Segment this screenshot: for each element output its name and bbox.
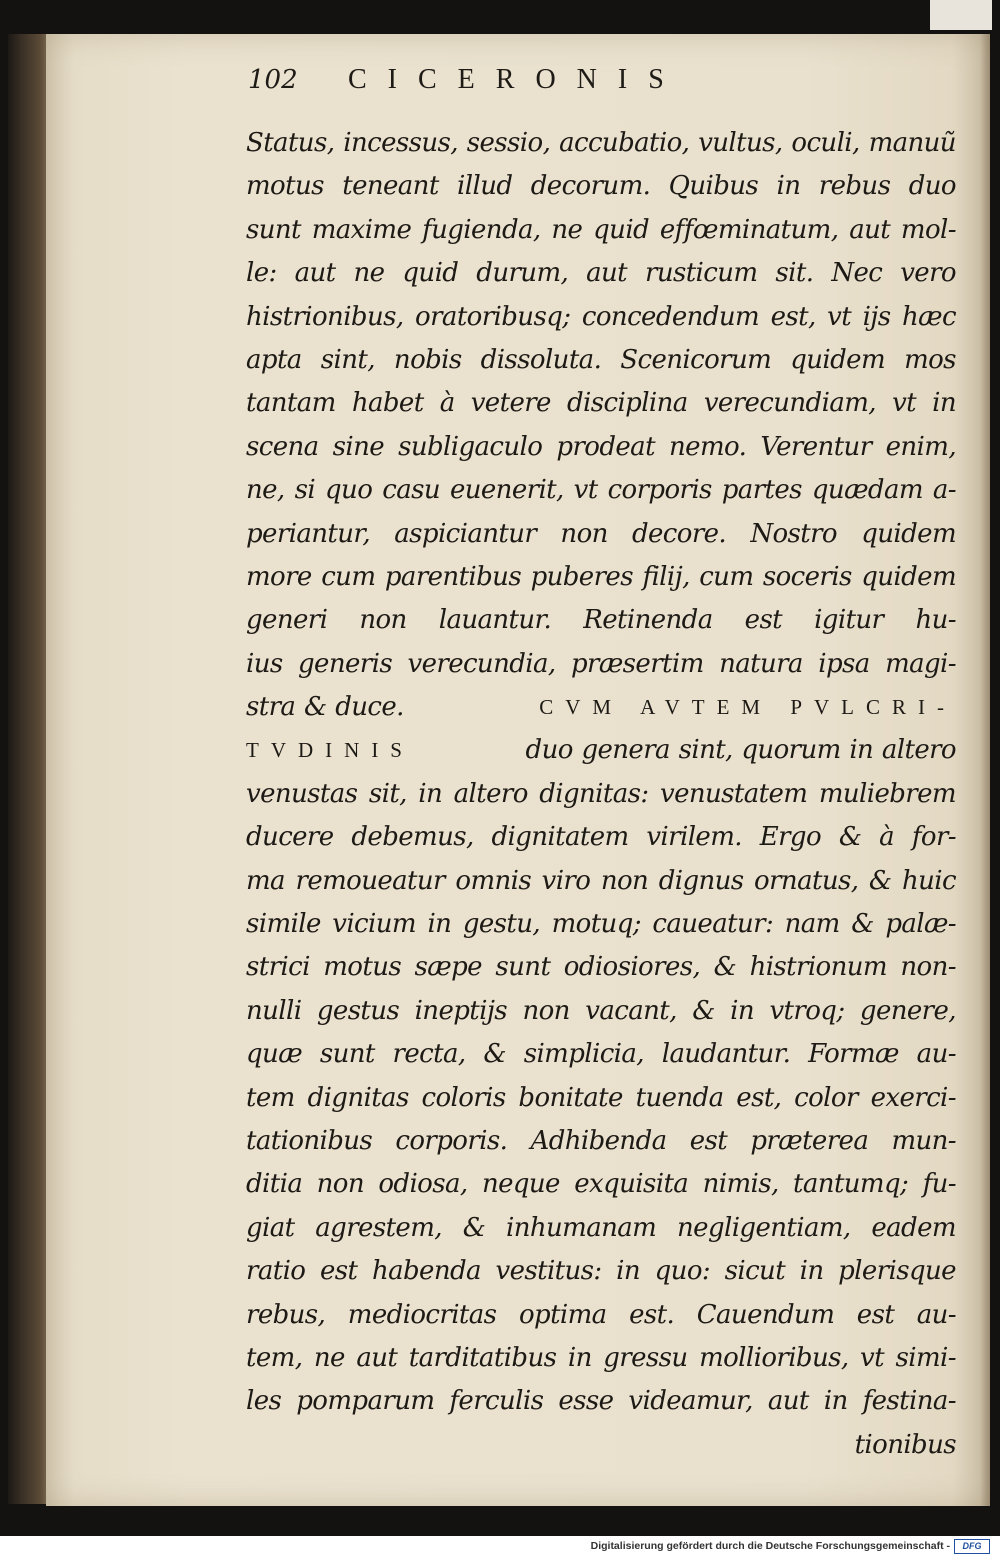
word: histrionibus, bbox=[246, 301, 404, 332]
word: remoueatur bbox=[295, 865, 445, 896]
page-number: 102 bbox=[248, 65, 298, 95]
word: inhumanam bbox=[506, 1212, 657, 1243]
word: vero bbox=[900, 258, 956, 289]
text-line bbox=[246, 1380, 956, 1423]
word: ne bbox=[551, 214, 583, 245]
running-title: CICERONIS bbox=[348, 64, 685, 95]
word: tem bbox=[246, 1082, 295, 1113]
word: eadem bbox=[871, 1212, 956, 1243]
word: partes bbox=[721, 475, 802, 506]
word: odiosa, bbox=[378, 1169, 468, 1200]
word: nobis bbox=[393, 344, 462, 375]
word: tantumq; bbox=[793, 1169, 909, 1200]
text-line bbox=[246, 165, 956, 208]
text-line bbox=[246, 209, 956, 252]
word: quid bbox=[402, 258, 459, 289]
word: quidem bbox=[861, 561, 956, 592]
word: enim, bbox=[885, 431, 956, 462]
word: a- bbox=[932, 475, 956, 506]
word: casu bbox=[382, 475, 440, 506]
word: disciplina bbox=[566, 388, 688, 419]
word: sessio, bbox=[466, 128, 551, 158]
word: & bbox=[851, 909, 874, 940]
word: vt bbox=[573, 475, 598, 506]
word: gressu bbox=[603, 1342, 688, 1373]
word: generi bbox=[246, 605, 328, 636]
word: in bbox=[799, 1256, 824, 1287]
word: generis bbox=[298, 648, 393, 679]
word: quid bbox=[593, 214, 650, 245]
word: genere, bbox=[859, 995, 956, 1026]
word: est bbox=[319, 1256, 358, 1287]
line-text: duo genera sint, quorum in altero bbox=[525, 735, 956, 766]
word: ne bbox=[353, 258, 385, 289]
word: vt bbox=[892, 388, 916, 419]
word: Quibus bbox=[668, 171, 759, 202]
word: Nec bbox=[831, 258, 883, 289]
word: verecundiam, bbox=[703, 388, 876, 419]
text-line bbox=[246, 1250, 956, 1293]
word: puberes bbox=[530, 561, 633, 592]
word: recta, bbox=[392, 1039, 466, 1070]
word: bonitate bbox=[518, 1082, 623, 1113]
word: maxime bbox=[311, 214, 412, 245]
word: in bbox=[932, 388, 956, 419]
word: quædam bbox=[811, 475, 923, 506]
text-line bbox=[246, 599, 956, 642]
word: mol- bbox=[900, 214, 956, 245]
word: ne, bbox=[246, 475, 285, 506]
word: rebus, bbox=[246, 1299, 326, 1330]
word: plerisque bbox=[838, 1256, 956, 1287]
word: & bbox=[483, 1039, 506, 1070]
word: à bbox=[439, 388, 455, 419]
word: agrestem, bbox=[315, 1212, 442, 1243]
word: nimis, bbox=[702, 1169, 779, 1200]
word: in bbox=[823, 1386, 848, 1417]
word: apta bbox=[246, 344, 302, 375]
word: vt bbox=[860, 1342, 884, 1373]
word: sine bbox=[332, 431, 385, 462]
word: non bbox=[600, 865, 649, 896]
word: sunt bbox=[319, 1039, 375, 1070]
word: venustas bbox=[246, 778, 358, 809]
word: in bbox=[776, 171, 801, 202]
line-text: stra & duce. bbox=[246, 692, 404, 723]
word: nemo. bbox=[669, 431, 747, 462]
word: Status, bbox=[246, 128, 335, 158]
text-block bbox=[246, 122, 956, 1467]
word: manuũ bbox=[868, 128, 956, 158]
word: vestitus: bbox=[495, 1256, 602, 1287]
word: duo bbox=[908, 171, 956, 202]
word: decorum. bbox=[530, 171, 651, 202]
word: natura bbox=[719, 648, 803, 679]
word: hæc bbox=[902, 301, 956, 332]
word: rusticum bbox=[644, 258, 758, 289]
word: videamur, bbox=[628, 1386, 753, 1417]
word: in bbox=[427, 909, 452, 940]
word: parentibus bbox=[384, 561, 522, 592]
word: cum bbox=[321, 561, 376, 592]
word: caueatur: bbox=[652, 909, 774, 940]
word: venustatem bbox=[660, 778, 808, 809]
word: prodeat bbox=[556, 431, 655, 462]
text-line bbox=[246, 1294, 956, 1337]
word: negligentiam, bbox=[677, 1212, 851, 1243]
text-line bbox=[246, 513, 956, 556]
word: altero bbox=[453, 778, 528, 809]
word: est, bbox=[736, 1082, 782, 1113]
word: giat bbox=[246, 1212, 295, 1243]
word: lauantur. bbox=[438, 605, 552, 636]
word: sit. bbox=[775, 258, 814, 289]
word: Formæ bbox=[808, 1039, 899, 1070]
text-line bbox=[246, 426, 956, 469]
text-line bbox=[246, 903, 956, 946]
text-line bbox=[246, 990, 956, 1033]
word: mun- bbox=[891, 1125, 956, 1156]
word: mos bbox=[904, 344, 956, 375]
word: aut bbox=[586, 258, 628, 289]
word: verecundia, bbox=[407, 648, 556, 679]
word: corporis. bbox=[395, 1125, 508, 1156]
text-line bbox=[246, 1120, 956, 1163]
word: ius bbox=[246, 648, 283, 679]
text-line bbox=[246, 1337, 956, 1380]
text-line bbox=[246, 556, 956, 599]
word: laudantur. bbox=[661, 1039, 791, 1070]
word: est. bbox=[629, 1299, 675, 1330]
word: Adhibenda bbox=[530, 1125, 667, 1156]
word: optima bbox=[518, 1299, 607, 1330]
word: ducere bbox=[246, 822, 334, 853]
word: Scenicorum bbox=[620, 344, 772, 375]
text-line bbox=[246, 1207, 956, 1250]
word: aut bbox=[849, 214, 891, 245]
text-line bbox=[246, 1163, 956, 1206]
word: vetere bbox=[470, 388, 551, 419]
word: teneant bbox=[342, 171, 439, 202]
word: Retinenda bbox=[583, 605, 713, 636]
word: igitur bbox=[814, 605, 884, 636]
word: virilem. bbox=[646, 822, 742, 853]
word: durum, bbox=[476, 258, 569, 289]
word: vultus, bbox=[698, 128, 783, 158]
word: euenerit, bbox=[449, 475, 564, 506]
word: vicium bbox=[332, 909, 416, 940]
text-line bbox=[246, 816, 956, 859]
word: nulli bbox=[246, 995, 302, 1026]
word: rebus bbox=[818, 171, 891, 202]
word: accubatio, bbox=[559, 128, 690, 158]
word: vacant, bbox=[585, 995, 677, 1026]
word: more bbox=[246, 561, 312, 592]
word: motus bbox=[323, 952, 402, 983]
word: ditia bbox=[246, 1169, 303, 1200]
word: aut bbox=[294, 258, 336, 289]
word: sæpe bbox=[414, 952, 482, 983]
word: sunt bbox=[495, 952, 551, 983]
word: & bbox=[838, 822, 862, 853]
word: non bbox=[560, 518, 608, 549]
word: color bbox=[794, 1082, 858, 1113]
word: exquisita bbox=[574, 1169, 689, 1200]
word: non bbox=[359, 605, 407, 636]
word: ne bbox=[313, 1342, 345, 1373]
word: periantur, bbox=[246, 518, 371, 549]
word: dignus bbox=[658, 865, 744, 896]
word: gestu, bbox=[462, 909, 541, 940]
word: fugienda, bbox=[422, 214, 541, 245]
word: oratoribusq; bbox=[415, 301, 571, 332]
funding-credit: Digitalisierung gefördert durch die Deutsche Forschungsgemeinschaft - bbox=[590, 1540, 950, 1552]
word: ornatus, bbox=[754, 865, 859, 896]
word: au- bbox=[916, 1299, 956, 1330]
word: simi- bbox=[895, 1342, 956, 1373]
word: esse bbox=[558, 1386, 614, 1417]
word: tarditatibus bbox=[408, 1342, 557, 1373]
text-line bbox=[246, 296, 956, 339]
word: vtroq; bbox=[769, 995, 845, 1026]
word: omnis bbox=[455, 865, 532, 896]
word: nam bbox=[784, 909, 840, 940]
word: aut bbox=[356, 1342, 398, 1373]
word: au- bbox=[916, 1039, 956, 1070]
word: motuq; bbox=[551, 909, 641, 940]
word: Ergo bbox=[759, 822, 822, 853]
book-spine bbox=[8, 34, 48, 1504]
word: pomparum bbox=[296, 1386, 435, 1417]
word: tem, bbox=[246, 1342, 303, 1373]
text-line bbox=[246, 339, 956, 382]
word: simplicia, bbox=[523, 1039, 644, 1070]
word: est bbox=[856, 1299, 895, 1330]
word: aspiciantur bbox=[394, 518, 537, 549]
word: tationibus bbox=[246, 1125, 373, 1156]
word: & bbox=[462, 1212, 486, 1243]
word: in bbox=[567, 1342, 592, 1373]
word: huic bbox=[901, 865, 956, 896]
word: vt bbox=[827, 301, 852, 332]
word: ma bbox=[246, 865, 285, 896]
text-line bbox=[246, 773, 956, 816]
word: non bbox=[522, 995, 570, 1026]
word: in bbox=[616, 1256, 641, 1287]
word: ferculis bbox=[449, 1386, 544, 1417]
word: for- bbox=[911, 822, 956, 853]
word: coloris bbox=[421, 1082, 506, 1113]
word: in bbox=[418, 778, 443, 809]
small-caps-text: CVM AVTEM PVLCRI- bbox=[539, 695, 956, 720]
word: filij, bbox=[642, 561, 690, 592]
word: & bbox=[868, 865, 892, 896]
word: le: bbox=[246, 258, 277, 289]
word: à bbox=[879, 822, 895, 853]
word: & bbox=[713, 952, 737, 983]
word: præterea bbox=[750, 1125, 869, 1156]
word: ijs bbox=[862, 301, 891, 332]
word: quidem bbox=[790, 344, 886, 375]
word: sunt bbox=[246, 214, 301, 245]
word: ratio bbox=[246, 1256, 306, 1287]
text-line bbox=[246, 729, 956, 772]
word: sicut bbox=[724, 1256, 786, 1287]
small-caps-text: TVDINIS bbox=[246, 738, 414, 763]
text-line bbox=[246, 686, 956, 729]
word: mediocritas bbox=[347, 1299, 497, 1330]
word: quidem bbox=[861, 518, 956, 549]
word: histrionum bbox=[749, 952, 887, 983]
word: incessus, bbox=[343, 128, 458, 158]
word: strici bbox=[246, 952, 310, 983]
word: quo bbox=[325, 475, 373, 506]
word: corporis bbox=[607, 475, 712, 506]
word: Nostro bbox=[750, 518, 837, 549]
word: & bbox=[692, 995, 715, 1026]
word: si bbox=[294, 475, 316, 506]
word: simile bbox=[246, 909, 321, 940]
book-page bbox=[46, 34, 990, 1506]
word: exerci- bbox=[870, 1082, 956, 1113]
word: mollioribus, bbox=[699, 1342, 849, 1373]
word: motus bbox=[246, 171, 324, 202]
word: non bbox=[316, 1169, 364, 1200]
word: est bbox=[744, 605, 783, 636]
word: in bbox=[730, 995, 755, 1026]
word: scena bbox=[246, 431, 319, 462]
word: muliebrem bbox=[818, 778, 956, 809]
word: tantam bbox=[246, 388, 336, 419]
word: Verentur bbox=[760, 431, 872, 462]
text-line bbox=[246, 860, 956, 903]
word: concedendum bbox=[581, 301, 760, 332]
word: fu- bbox=[922, 1169, 956, 1200]
word: neque bbox=[481, 1169, 560, 1200]
word: hu- bbox=[915, 605, 956, 636]
word: palæ- bbox=[885, 909, 956, 940]
word: sint, bbox=[320, 344, 375, 375]
footer-bar bbox=[0, 1536, 1000, 1556]
word: debemus, bbox=[351, 822, 474, 853]
word: ineptijs bbox=[414, 995, 508, 1026]
text-line bbox=[246, 1033, 956, 1076]
word: les bbox=[246, 1386, 282, 1417]
word: magi- bbox=[885, 648, 956, 679]
scan-fringe bbox=[930, 0, 992, 30]
word: festina- bbox=[862, 1386, 956, 1417]
word: habet bbox=[351, 388, 424, 419]
catchword bbox=[246, 1424, 956, 1467]
word: gestus bbox=[316, 995, 400, 1026]
page-header bbox=[248, 64, 808, 112]
text-line bbox=[246, 382, 956, 425]
word: decore. bbox=[631, 518, 727, 549]
word: cum bbox=[699, 561, 754, 592]
dfg-logo: DFG bbox=[954, 1539, 990, 1554]
word: effœminatum, bbox=[659, 214, 839, 245]
word: quo: bbox=[654, 1256, 711, 1287]
word: habenda bbox=[371, 1256, 481, 1287]
word: præsertim bbox=[570, 648, 704, 679]
word: est bbox=[689, 1125, 728, 1156]
word: non- bbox=[900, 952, 956, 983]
word: est, bbox=[770, 301, 816, 332]
word: sit, bbox=[368, 778, 407, 809]
word: illud bbox=[457, 171, 513, 202]
word: dignitas: bbox=[539, 778, 649, 809]
text-line bbox=[246, 252, 956, 295]
word: aut bbox=[767, 1386, 809, 1417]
word: ipsa bbox=[818, 648, 870, 679]
word: quæ bbox=[246, 1039, 303, 1070]
word: subligaculo bbox=[398, 431, 543, 462]
text-line bbox=[246, 469, 956, 512]
text-line bbox=[246, 643, 956, 686]
catchword-text: tionibus bbox=[854, 1429, 956, 1460]
text-line bbox=[246, 122, 956, 165]
word: oculi, bbox=[791, 128, 860, 158]
page-edge-shadow bbox=[980, 34, 990, 1506]
word: dignitas bbox=[307, 1082, 409, 1113]
word: tuenda bbox=[635, 1082, 724, 1113]
word: dignitatem bbox=[491, 822, 629, 853]
word: dissoluta. bbox=[480, 344, 602, 375]
word: viro bbox=[541, 865, 591, 896]
text-line bbox=[246, 1077, 956, 1120]
word: Cauendum bbox=[696, 1299, 835, 1330]
text-line bbox=[246, 946, 956, 989]
word: soceris bbox=[762, 561, 852, 592]
word: odiosiores, bbox=[563, 952, 701, 983]
